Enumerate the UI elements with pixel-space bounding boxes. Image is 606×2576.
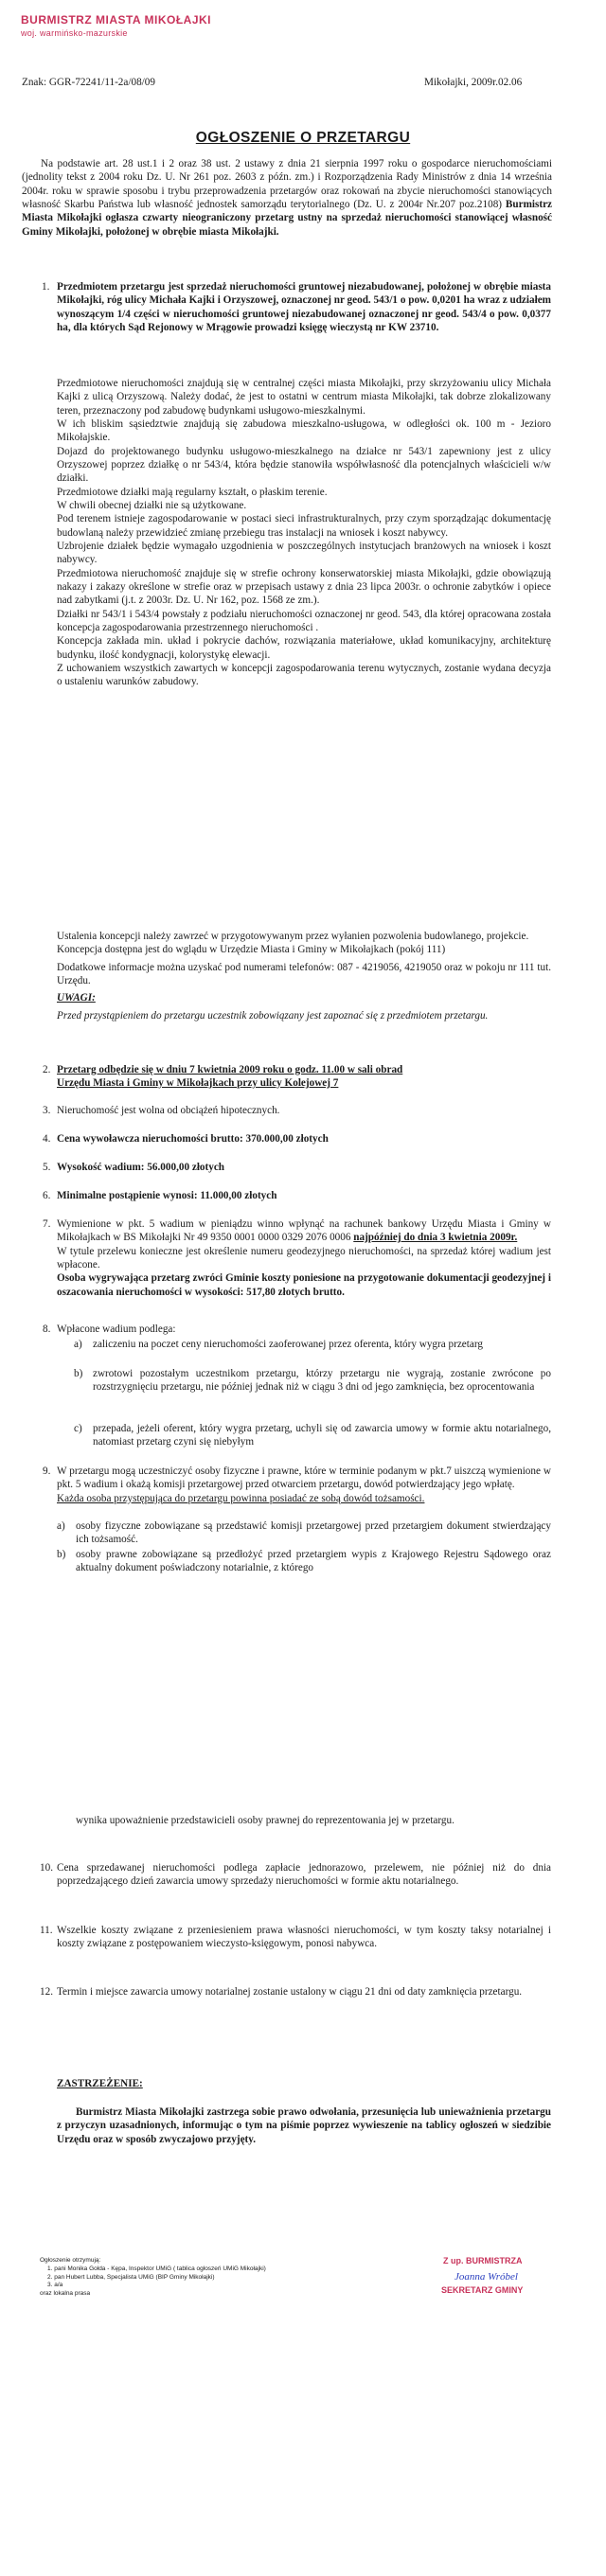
recipient-item: 3. a/a [47,2282,63,2289]
desc-paragraph: W chwili obecnej działki nie są użytkowane. [57,499,247,511]
item-9-body [57,1465,551,1505]
concept-paragraph: Koncepcja dostępna jest do wglądu w Urzędzie Miasta i Gminy w Mikołajkach (pokój 111) [57,944,446,956]
item-5-text: Wysokość wadium: 56.000,00 złotych [57,1162,225,1173]
item-8b-text: zwrotowi pozostałym uczestnikom przetargu, którzy przetargu nie wygrają, zostanie zwrócone po rozstrzygnięciu przetargu, nie później jednak niż w ciągu 3 dni od jego zamknięcia, bez oprocentowania [93,1368,551,1394]
item-5-number: 5. [43,1162,51,1173]
contact-paragraph: Dodatkowe informacje można uzyskać pod numerami telefonów: 087 - 4219056, 4219050 oraz w pokoju nr 111 tut. Urzędu. [57,961,551,986]
signature-stamp-top: Z up. BURMISTRZA [443,2256,523,2265]
item-9-number: 9. [43,1466,51,1477]
item-9b-text: osoby prawne zobowiązane są przedłożyć przed przetargiem wypis z Krajowego Rejestru Sądowego oraz aktualny dokument poświadczony notarialnie, z którego [76,1549,551,1574]
desc-paragraph: W ich bliskim sąsiedztwie znajdują się zabudowa mieszkalno-usługowa, w odległości ok. 100 m - Jezioro Mikołajskie. [57,417,551,444]
item-8-number: 8. [43,1324,51,1335]
desc-paragraph: Przedmiotowe nieruchomości znajdują się w centralnej części miasta Mikołajki, przy skrzyżowaniu ulicy Michała Kajki z ulicą Orzyszową. Należy dodać, że jest to ostatni w centrum miasta Mikołajki, tak dobrze zlokalizowany teren, przeznaczony pod zabudowę budynkami usługowo-mieszkalnymi. [57,378,551,417]
desc-paragraph: Z uchowaniem wszystkich zawartych w koncepcji zagospodarowania terenu wytycznych, zostanie wydana decyzja o ustaleniu warunków zabudowy. [57,662,551,688]
item-7-body [57,1217,551,1299]
item-8-text: Wpłacone wadium podlega: [57,1324,176,1335]
desc-paragraph: Przedmiotowa nieruchomość znajduje się w strefie ochrony konserwatorskiej miasta Mikołajki, gdzie obowiązują nakazy i zakazy określone w strefie oraz w przepisach ustawy z dnia 23 lipca 2003r. o ochronie zabytków i opiece nad zabytkami (j.t. z 2003r. Dz. U. Nr 162, poz. 1568 ze zm.). [57,567,551,607]
item-9-id-note: Każda osoba przystępująca do przetargu powinna posiadać ze sobą dowód tożsamości. [57,1492,425,1504]
signature-stamp-bottom: SEKRETARZ GMINY [441,2285,524,2295]
item-9b-label: b) [57,1549,66,1560]
desc-paragraph: Działki nr 543/1 i 543/4 powstały z podziału nieruchomości oznaczonej nr geod. 543, dla której opracowana została koncepcja zagospodarowania przestrzennego nieruchomości . [57,608,551,633]
remarks-label: UWAGI: [57,992,96,1004]
desc-paragraph: Pod terenem istnieje zagospodarowanie w postaci sieci infrastrukturalnych, przy czym sporządzając dokumentację budowlaną należy przewidzieć zmianę przebiegu tras instalacji na wniosek i koszt nabywcy. [57,513,551,539]
recipient-item: oraz lokalna prasa [40,2290,91,2298]
item-8c-text: przepada, jeżeli oferent, który wygra przetarg, uchyli się od zawarcia umowy w formie aktu notarialnego, natomiast przetarg czyni się niebyłym [93,1423,551,1448]
desc-paragraph: Koncepcja zakłada min. układ i pokrycie dachów, rozwiązania materiałowe, układ komunikacyjny, architekturę budynku, ilość kondygnacji, kolorystykę elewacji. [57,635,551,661]
item-7-costs: Osoba wygrywająca przetarg zwróci Gminie koszty poniesione na przygotowanie dokumentacji geodezyjnej i oszacowania nieruchomości w wysokości: 517,80 złotych brutto. [57,1272,551,1298]
intro-text: Na podstawie art. 28 ust.1 i 2 oraz 38 ust. 2 ustawy z dnia 21 sierpnia 1997 roku o gospodarce nieruchomościami (jednolity tekst z 2004 roku Dz. U. Nr 261 poz. 2603 z późn. zm.) i Rozporządzenia Rady Ministrów z dnia 14 września 2004r. roku w sprawie sposobu i trybu przeprowadzenia przetargów oraz rokowań na zbycie nieruchomości stanowiących własność Skarbu Państwa lub własność jednostek samorządu terytorialnego (Dz. U. z 2004r Nr.207 poz.2108) [22,158,552,210]
place-date: Mikołajki, 2009r.02.06 [424,77,523,88]
signature: Joanna Wróbel [454,2271,518,2283]
page-title: OGŁOSZENIE O PRZETARGU [195,130,411,146]
item-7-note: W tytule przelewu konieczne jest określenie numeru geodezyjnego nieruchomości, na sprzedaż której wadium jest wpłacone. [57,1245,551,1270]
item-10-text: Cena sprzedawanej nieruchomości podlega zapłacie jednorazowo, przelewem, nie później niż do dnia poprzedzającego dzień zawarcia umowy sprzedaży nieruchomości w formie aktu notarialnego. [57,1862,551,1888]
remarks-text: Przed przystąpieniem do przetargu uczestnik zobowiązany jest zapoznać się z przedmiotem przetargu. [57,1009,489,1022]
item-8b-label: b) [74,1368,83,1379]
item-2-line-1: Przetarg odbędzie się w dniu 7 kwietnia 2009 roku o godz. 11.00 w sali obrad [57,1064,403,1075]
desc-paragraph: Uzbrojenie działek będzie wymagało uzgodnienia w poszczególnych instytucjach branżowych na wniosek i koszt nabywcy. [57,540,551,566]
item-3-text: Nieruchomość jest wolna od obciążeń hipotecznych. [57,1105,280,1116]
item-4-number: 4. [43,1133,51,1145]
item-2-line-2: Urzędu Miasta i Gminy w Mikołajkach przy ulicy Kolejowej 7 [57,1077,339,1089]
concept-paragraph: Ustalenia koncepcji należy zawrzeć w przygotowywanym przez wyłanien pozwolenia budowlanego, projekcie. [57,931,529,942]
item-9b-continuation: wynika upoważnienie przedstawicieli osoby prawnej do reprezentowania jej w przetargu. [76,1815,454,1826]
recipients-list [40,2257,381,2299]
stamp-subtitle: woj. warmińsko-mazurskie [21,28,128,38]
item-1-description [57,377,551,689]
reference-number: Znak: GGR-72241/11-2a/08/09 [22,77,155,88]
recipient-item: 1. pani Monika Gołda - Kępa, Inspektor UMiG ( tablica ogłoszeń UMiG Mikołajki) [47,2265,266,2272]
desc-paragraph: Przedmiotowe działki mają regularny kształt, o płaskim terenie. [57,486,328,498]
recipients-title: Ogłoszenie otrzymują: [40,2257,101,2264]
page2-intro [57,930,551,1022]
reservation-label: ZASTRZEŻENIE: [57,2078,143,2089]
item-3-number: 3. [43,1105,51,1116]
item-9-text: W przetargu mogą uczestniczyć osoby fizyczne i prawne, które w terminie podanym w pkt.7 uiszczą wymienione w pkt. 5 wadium i okażą komisji przetargowej przed otwarciem przetargu, dowód potwierdzający jego wpłatę. [57,1466,551,1491]
item-11-text: Wszelkie koszty związane z przeniesieniem prawa własności nieruchomości, w tym koszty taksy notarialnej i koszty związane z postępowaniem wieczysto-księgowym, ponosi nabywca. [57,1925,551,1950]
item-4-text: Cena wywoławcza nieruchomości brutto: 370.000,00 złotych [57,1133,329,1145]
item-7-text: Wymienione w pkt. 5 wadium w pieniądzu winno wpłynąć na rachunek bankowy Urzędu Miasta i Gminy w Mikołajkach w BS Mikołajki Nr 49 9350 0001 0000 0329 2076 0006 [57,1218,551,1244]
intro-paragraph [22,157,552,239]
item-10-number: 10. [40,1862,53,1874]
item-8a-text: zaliczeniu na poczet ceny nieruchomości zaoferowanej przez oferenta, który wygra przetarg [93,1339,483,1350]
item-8a-label: a) [74,1339,82,1350]
item-12-number: 12. [40,1986,53,1998]
item-7-deadline: najpóźniej do dnia 3 kwietnia 2009r. [353,1232,518,1244]
desc-paragraph: Dojazd do projektowanego budynku usługowo-mieszkalnego na działce nr 543/1 zapewniony jest z ulicy Orzyszowej poprzez działkę o nr 543/4, która będzie stanowiła współwłasność dla potencjalnych właścicieli w/w działki. [57,445,551,485]
item-2-number: 2. [43,1064,51,1075]
item-6-text: Minimalne postąpienie wynosi: 11.000,00 złotych [57,1190,277,1201]
recipient-item: 2. pan Hubert Lubba, Specjalista UMiG (BIP Gminy Mikołajki) [47,2273,215,2281]
item-1-subject: Przedmiotem przetargu jest sprzedaż nieruchomości gruntowej niezabudowanej, położonej w obrębie miasta Mikołajki, róg ulicy Michała Kajki i Orzyszowej, oznaczonej nr geod. 543/1 o pow. 0,0201 ha wraz z udziałem wynoszącym 1/4 części w nieruchomości gruntowej niezabudowanej oznaczonej nr geod. 543/4 o pow. 0,0377 ha, dla których Sąd Rejonowy w Mrągowie prowadzi księgę wieczystą nr KW 23710. [57,281,551,333]
item-12-text: Termin i miejsce zawarcia umowy notarialnej zostanie ustalony w ciągu 21 dni od daty zamknięcia przetargu. [57,1986,523,1998]
item-1-number: 1. [42,281,50,293]
item-9a-label: a) [57,1520,65,1532]
intro-bold-text: Burmistrz Miasta Mikołajki ogłasza czwarty nieograniczony przetarg ustny na sprzedaż nieruchomości stanowiącej własność Gminy Mikołajki, położonej w obrębie miasta Mikołajki. [22,198,553,238]
item-11-number: 11. [40,1925,53,1936]
stamp-title: BURMISTRZ MIASTA MIKOŁAJKI [21,13,211,27]
reservation-text: Burmistrz Miasta Mikołajki zastrzega sobie prawo odwołania, przesunięcia lub unieważnienia przetargu z przyczyn uzasadnionych, informując o tym na piśmie poprzez wywieszenie na tablicy ogłoszeń w siedzibie Urzędu oraz w sposób zwyczajowo przyjęty. [57,2106,551,2145]
item-6-number: 6. [43,1190,51,1201]
item-7-number: 7. [43,1218,51,1230]
item-8c-label: c) [74,1423,82,1434]
item-9a-text: osoby fizyczne zobowiązane są przedstawić komisji przetargowej przed przetargiem dokument stwierdzający ich tożsamość. [76,1520,551,1546]
